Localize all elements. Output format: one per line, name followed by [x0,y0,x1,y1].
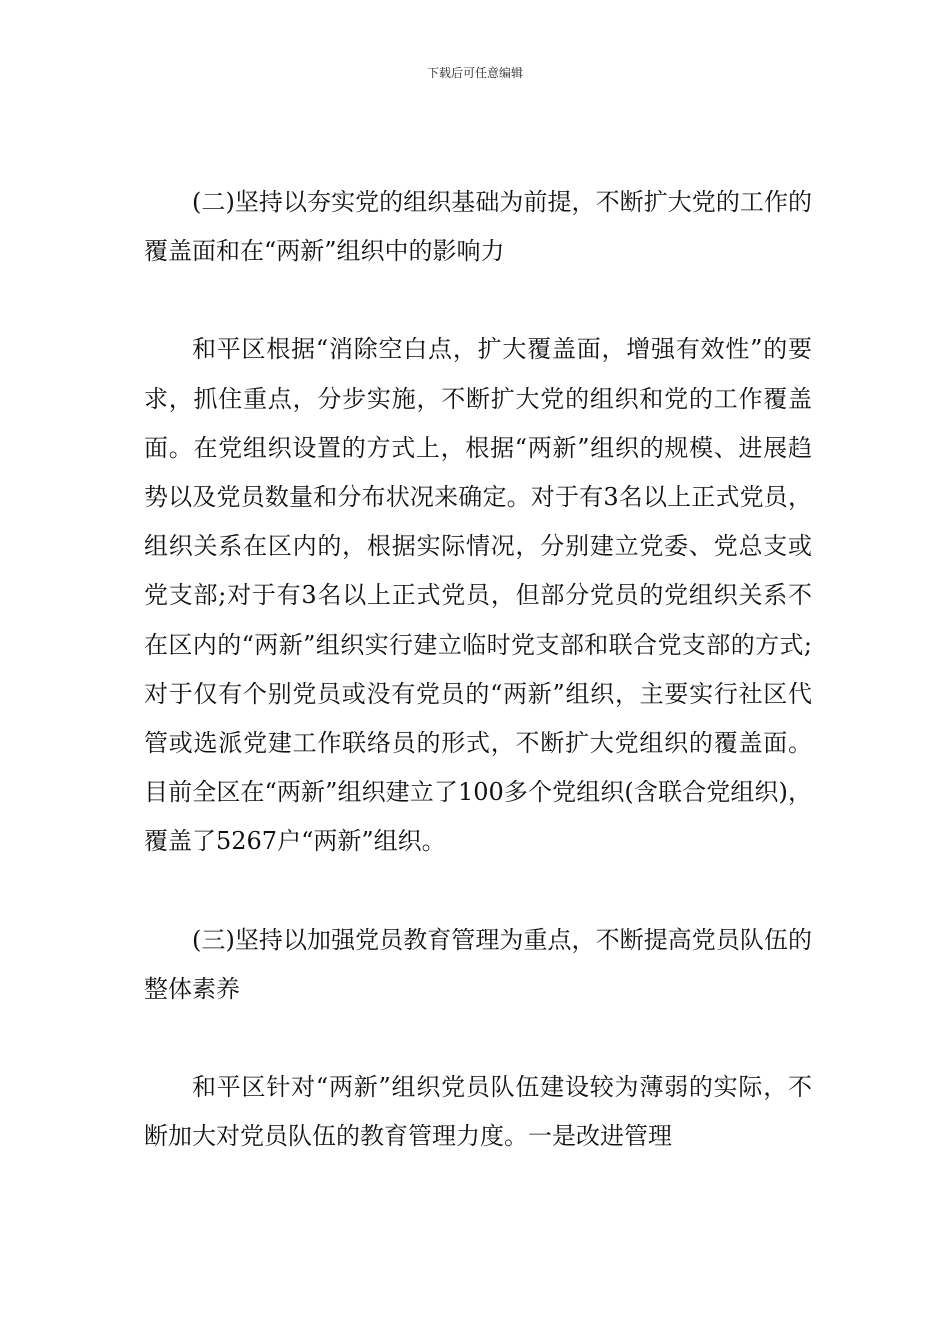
body-paragraph: 和平区针对“两新”组织党员队伍建设较为薄弱的实际，不断加大对党员队伍的教育管理力度。一是改进管理 [144,1073,812,1151]
section-heading-3: (三)坚持以加强党员教育管理为重点，不断提高党员队伍的整体素养 [144,925,812,1003]
body-paragraph: 和平区根据“消除空白点，扩大覆盖面，增强有效性”的要求，抓住重点，分步实施，不断扩大党的组织和党的工作覆盖面。在党组织设置的方式上，根据“两新”组织的规模、进展趋势以及党员数量和分布状况来确定。对于有3名以上正式党员，组织关系在区内的，根据实际情况，分别建立党委、党总支或党支部;对于有3名以上正式党员，但部分党员的党组织关系不在区内的“两新”组织实行建立临时党支部和联合党支部的方式;对于仅有个别党员或没有党员的“两新”组织，主要实行社区代管或选派党建工作联络员的形式，不断扩大党组织的覆盖面。目前全区在“两新”组织建立了100多个党组织(含联合党组织)，覆盖了5267户“两新”组织。 [144,335,812,856]
section-heading-2: (二)坚持以夯实党的组织基础为前提，不断扩大党的工作的覆盖面和在“两新”组织中的影响力 [144,188,812,266]
page-header-note: 下载后可任意编辑 [426,66,523,80]
document-body [144,178,812,1161]
